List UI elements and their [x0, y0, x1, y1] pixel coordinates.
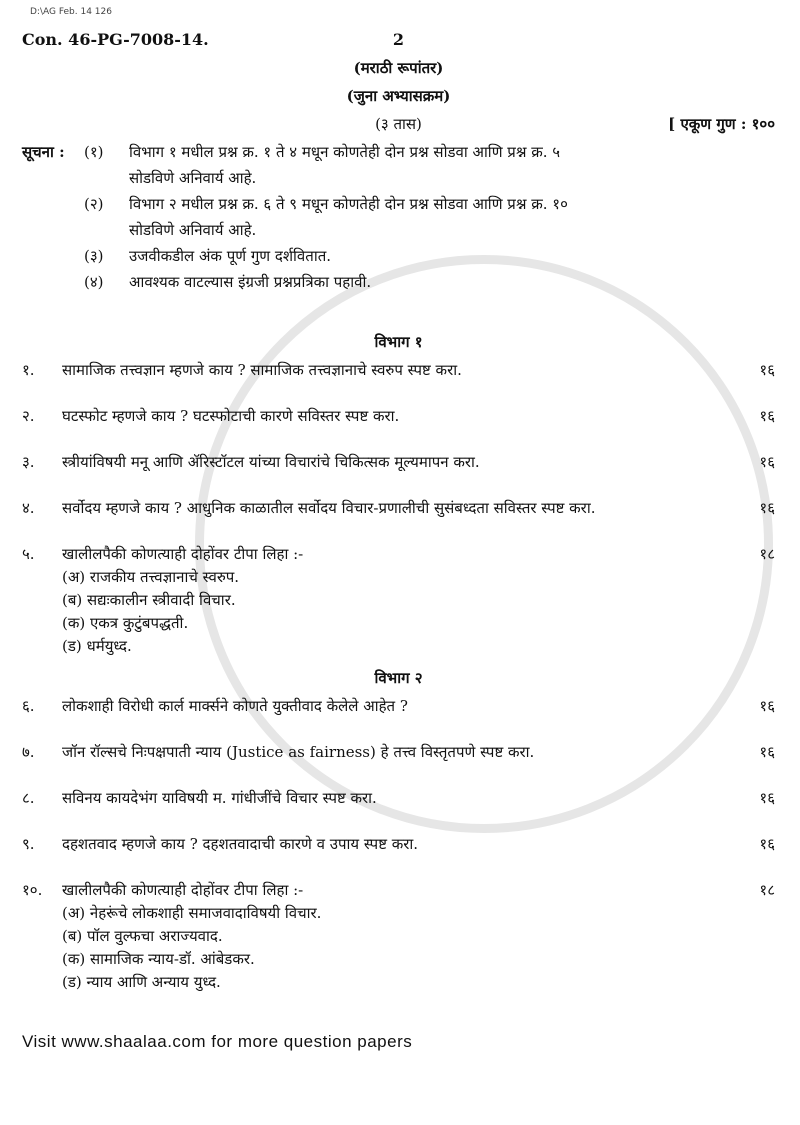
question-text: सविनय कायदेभंग याविषयी म. गांधीजींचे विचार स्पष्ट करा. [62, 789, 377, 807]
section-1-questions [22, 360, 775, 656]
question-number: ६. [22, 697, 35, 715]
instruction-number: (३) [84, 247, 104, 265]
question-text: लोकशाही विरोधी कार्ल मार्क्सने कोणते युक्तीवाद केलेले आहेत ? [62, 697, 408, 715]
instruction-item [129, 194, 775, 240]
question-marks: १६ [759, 789, 775, 807]
section-title: विभाग २ [374, 669, 423, 687]
question-text: खालीलपैकी कोणत्याही दोहोंवर टीपा लिहा :- [62, 545, 304, 563]
instruction-text: विभाग २ मधील प्रश्न क्र. ६ ते ९ मधून कोणतेही दोन प्रश्न सोडवा आणि प्रश्न क्र. १० [129, 195, 568, 213]
question-marks: १८ [759, 545, 775, 563]
instruction-number: (१) [84, 143, 104, 161]
question [22, 452, 775, 472]
question-marks: १६ [759, 835, 775, 853]
sub-question: (अ) राजकीय तत्त्वज्ञानाचे स्वरुप. [62, 568, 240, 586]
instructions [22, 142, 775, 292]
question-text: खालीलपैकी कोणत्याही दोहोंवर टीपा लिहा :- [62, 881, 304, 899]
duration: (३ तास) [375, 115, 422, 133]
question [22, 498, 775, 518]
question-number: १. [22, 361, 35, 379]
question-number: ५. [22, 545, 35, 563]
sub-question: (ड) न्याय आणि अन्याय युध्द. [62, 973, 221, 991]
sub-questions [62, 903, 775, 992]
section-title: विभाग १ [374, 333, 423, 351]
question-marks: १६ [759, 697, 775, 715]
duration-row [22, 114, 775, 134]
question-number: २. [22, 407, 35, 425]
question-text: जॉन रॉल्सचे निःपक्षपाती न्याय (Justice as fairness) हे तत्त्व विस्तृतपणे स्पष्ट करा. [62, 743, 535, 761]
question-text: दहशतवाद म्हणजे काय ? दहशतवादाची कारणे व उपाय स्पष्ट करा. [62, 835, 419, 853]
question [22, 788, 775, 808]
page-number: 2 [392, 30, 405, 49]
instructions-label: सूचना : [22, 143, 65, 161]
question [22, 880, 775, 900]
sub-question: (ब) पॉल वुल्फचा अराज्यवाद. [62, 927, 223, 945]
question-body [62, 544, 727, 564]
question-text: स्त्रीयांविषयी मनू आणि ॲरिस्टॉटल यांच्या विचारांचे चिकित्सक मूल्यमापन करा. [62, 453, 480, 471]
question [22, 406, 775, 426]
question [22, 696, 775, 716]
version-title: (मराठी रूपांतर) [353, 59, 444, 77]
question-number: ८. [22, 789, 35, 807]
question-marks: १६ [759, 407, 775, 425]
instruction-number: (४) [84, 273, 104, 291]
question [22, 544, 775, 564]
question-number: १०. [22, 881, 43, 899]
footer-link[interactable]: Visit www.shaalaa.com for more question papers [22, 1032, 413, 1051]
question [22, 360, 775, 380]
paper-code: Con. 46-PG-7008-14. [22, 30, 209, 49]
question-number: ९. [22, 835, 35, 853]
sub-question: (क) सामाजिक न्याय-डॉ. आंबेडकर. [62, 950, 255, 968]
question-number: ३. [22, 453, 35, 471]
sub-question: (क) एकत्र कुटुंबपद्धती. [62, 614, 189, 632]
question [22, 834, 775, 854]
question-number: ७. [22, 743, 35, 761]
question-marks: १६ [759, 499, 775, 517]
question-text: सर्वोदय म्हणजे काय ? आधुनिक काळातील सर्वोदय विचार-प्रणालीची सुसंबध्दता सविस्तर स्पष्ट करा. [62, 499, 596, 517]
question [22, 742, 775, 762]
sub-question: (अ) नेहरूंचे लोकशाही समाजवादाविषयी विचार. [62, 904, 322, 922]
instruction-text: आवश्यक वाटल्यास इंग्रजी प्रश्नप्रत्रिका पहावी. [129, 273, 372, 291]
instruction-item [129, 142, 775, 188]
syllabus-title: (जुना अभ्यासक्रम) [346, 87, 451, 105]
instruction-text: विभाग १ मधील प्रश्न क्र. १ ते ४ मधून कोणतेही दोन प्रश्न सोडवा आणि प्रश्न क्र. ५ [129, 143, 561, 161]
question-marks: १८ [759, 881, 775, 899]
question-number: ४. [22, 499, 35, 517]
total-marks: [ एकूण गुण : १०० [668, 115, 775, 133]
question-text: घटस्फोट म्हणजे काय ? घटस्फोटाची कारणे सविस्तर स्पष्ट करा. [62, 407, 400, 425]
question-text: सामाजिक तत्त्वज्ञान म्हणजे काय ? सामाजिक तत्त्वज्ञानाचे स्वरुप स्पष्ट करा. [62, 361, 462, 379]
sub-questions [62, 567, 775, 656]
instruction-text: सोडविणे अनिवार्य आहे. [129, 221, 257, 239]
sub-question: (ब) सद्यःकालीन स्त्रीवादी विचार. [62, 591, 236, 609]
sub-question: (ड) धर्मयुध्द. [62, 637, 132, 655]
paper-header-row [22, 30, 775, 50]
instruction-number: (२) [84, 195, 104, 213]
instruction-text: उजवीकडील अंक पूर्ण गुण दर्शवितात. [129, 247, 332, 265]
question-marks: १६ [759, 453, 775, 471]
question-marks: १६ [759, 361, 775, 379]
instruction-text: सोडविणे अनिवार्य आहे. [129, 169, 257, 187]
ref-code: D:\AG Feb. 14 126 [30, 7, 112, 17]
section-2-questions [22, 696, 775, 992]
question-marks: १६ [759, 743, 775, 761]
